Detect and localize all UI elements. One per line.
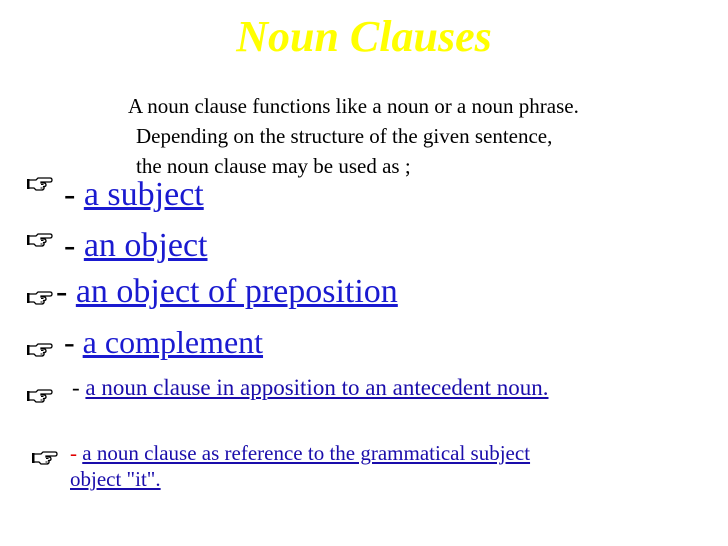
pointing-hand-icon xyxy=(32,449,58,465)
list-item-object-of-preposition xyxy=(56,272,398,312)
item-dash: - xyxy=(64,176,84,213)
pointing-hand-icon xyxy=(27,175,53,191)
pointing-hand-icon xyxy=(27,387,53,403)
link-an-object[interactable]: an object xyxy=(83,227,208,264)
item-dash: - xyxy=(70,441,83,465)
pointing-hand-icon xyxy=(27,341,53,357)
item-dash: - xyxy=(56,273,76,310)
pointing-hand-icon xyxy=(27,231,53,247)
link-an-object-of-preposition[interactable]: an object of preposition xyxy=(75,273,398,310)
pointing-hand-icon xyxy=(27,289,53,305)
link-a-subject[interactable]: a subject xyxy=(83,176,204,213)
list-item-subject xyxy=(64,175,204,215)
list-item-complement xyxy=(64,323,263,361)
item-dash: - xyxy=(64,227,84,264)
intro-line-2: Depending on the structure of the given sentence, xyxy=(136,124,553,148)
link-a-complement[interactable]: a complement xyxy=(82,324,264,360)
item-dash: - xyxy=(64,324,83,360)
link-reference-it-line1[interactable]: a noun clause as reference to the grammatical subject xyxy=(82,441,531,465)
intro-line-1: A noun clause functions like a noun or a noun phrase. xyxy=(128,94,579,118)
list-item-apposition xyxy=(72,374,549,402)
slide-title: Noun Clauses xyxy=(236,12,492,61)
intro-line-3: the noun clause may be used as ; xyxy=(136,154,411,178)
item-dash: - xyxy=(72,375,86,400)
link-reference-it-line2[interactable]: object "it". xyxy=(70,467,161,491)
list-item-reference-it xyxy=(70,440,530,492)
list-item-object xyxy=(64,226,208,266)
link-apposition[interactable]: a noun clause in apposition to an antecedent noun. xyxy=(85,375,549,400)
